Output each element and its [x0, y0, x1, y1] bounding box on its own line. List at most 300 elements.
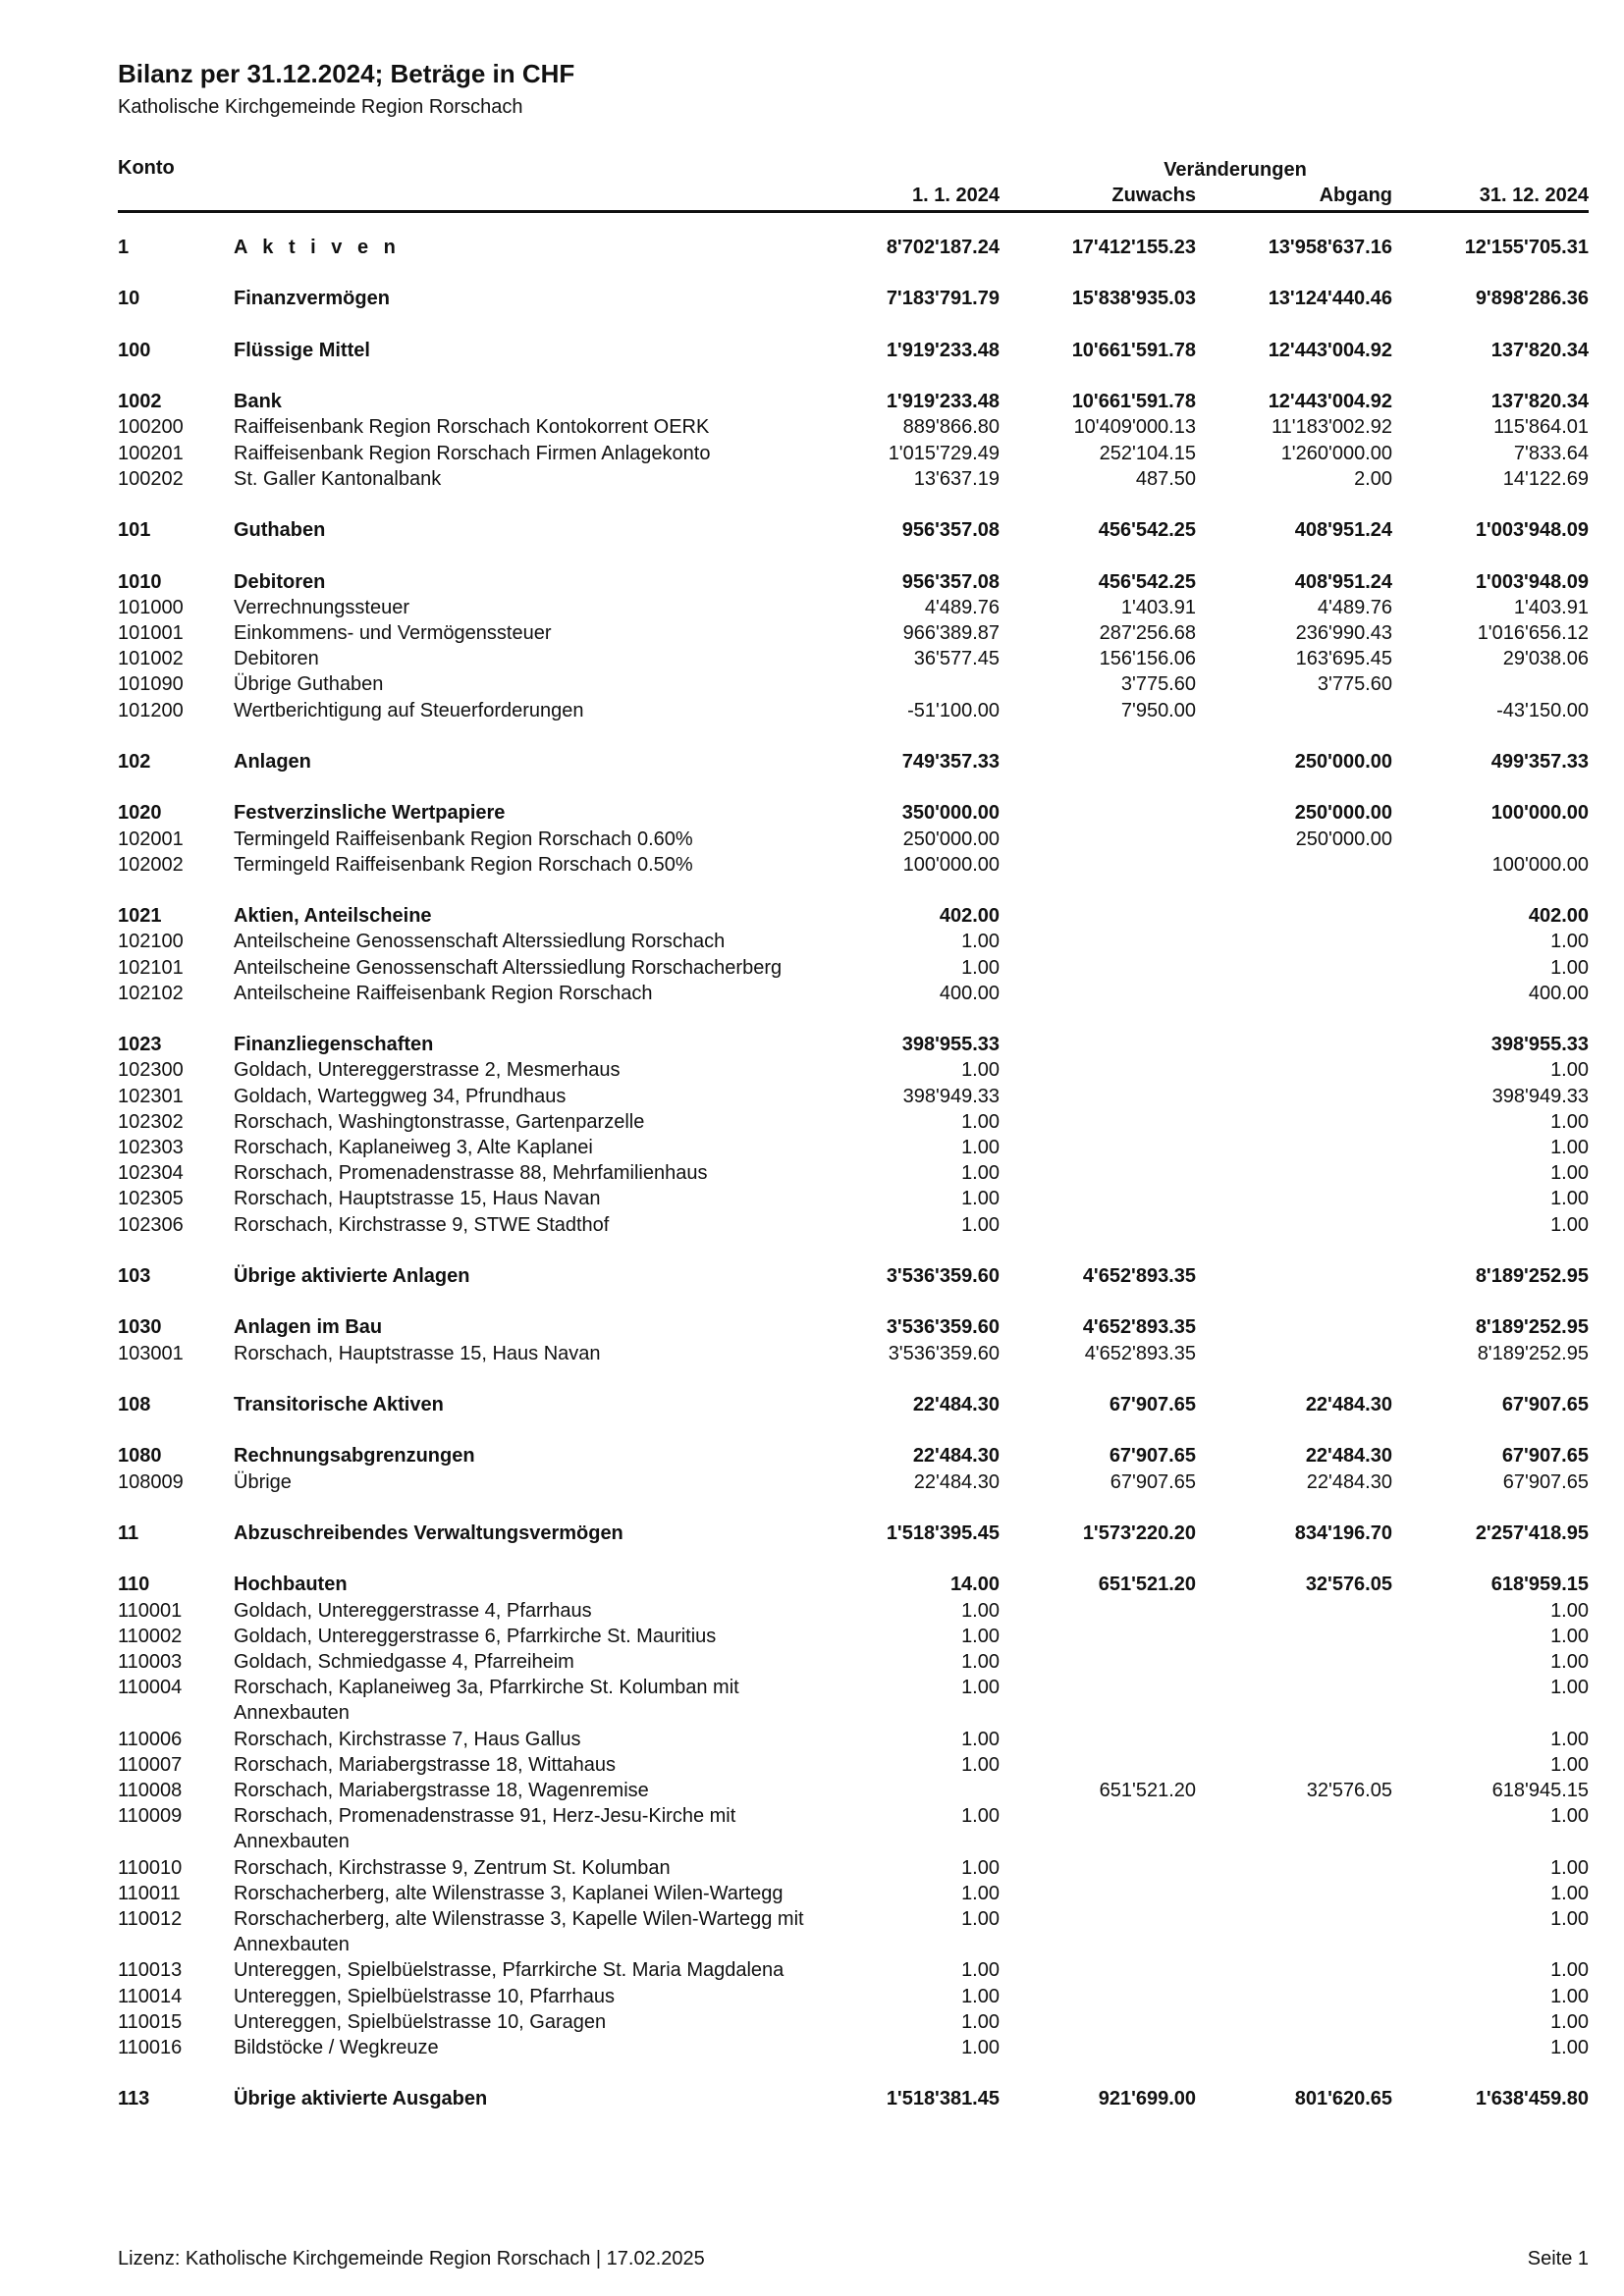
- account-label: Rorschach, Promenadenstrasse 91, Herz-Jesu-Kirche mit Annexbauten: [234, 1805, 736, 1853]
- value-end: 137'820.34: [1490, 391, 1589, 413]
- value-end: 398'949.33: [1491, 1085, 1589, 1107]
- value-end: 100'000.00: [1491, 853, 1589, 876]
- account-label: Übrige Guthaben: [234, 673, 384, 696]
- value-zuwachs: 287'256.68: [1099, 621, 1196, 644]
- table-row: [118, 569, 1589, 595]
- table-row: [118, 1906, 1589, 1957]
- account-number: 101002: [118, 648, 184, 670]
- account-label: Untereggen, Spielbüelstrasse 10, Pfarrhaus: [234, 1985, 616, 2007]
- account-number: 102: [118, 750, 151, 773]
- account-label: Anteilscheine Raiffeisenbank Region Rorschach: [234, 982, 653, 1004]
- account-number: 100: [118, 339, 151, 361]
- value-end: 398'955.33: [1490, 1034, 1589, 1056]
- value-start: 13'637.19: [913, 467, 1000, 490]
- value-start: 7'183'791.79: [886, 288, 1000, 310]
- account-label: Flüssige Mittel: [234, 339, 370, 361]
- value-end: 1.00: [1550, 1110, 1589, 1133]
- account-label: Rorschach, Mariabergstrasse 18, Wittahaus: [234, 1753, 617, 1776]
- value-end: 29'038.06: [1502, 648, 1589, 670]
- table-row: [118, 595, 1589, 620]
- value-abgang: 22'484.30: [1305, 1393, 1392, 1415]
- value-start: 4'489.76: [924, 596, 1000, 618]
- account-label: Transitorische Aktiven: [234, 1393, 444, 1415]
- account-number: 110012: [118, 1907, 183, 1930]
- account-number: 102302: [118, 1110, 184, 1133]
- table-row: [118, 955, 1589, 981]
- table-row: [118, 800, 1589, 826]
- account-number: 1023: [118, 1034, 162, 1056]
- table-row: [118, 1186, 1589, 1211]
- table-row: [118, 749, 1589, 774]
- account-label: Anteilscheine Genossenschaft Alterssiedlung Rorschach: [234, 931, 726, 953]
- value-zuwachs: 67'907.65: [1110, 1470, 1196, 1493]
- header-konto: Konto: [118, 157, 175, 179]
- account-number: 110002: [118, 1625, 183, 1647]
- value-zuwachs: 456'542.25: [1098, 519, 1196, 542]
- table-body: [118, 235, 1589, 2112]
- value-abgang: 1'260'000.00: [1280, 442, 1392, 464]
- value-abgang: 22'484.30: [1305, 1445, 1392, 1468]
- account-number: 102304: [118, 1162, 184, 1185]
- value-end: 618'945.15: [1491, 1779, 1589, 1801]
- table-row: [118, 827, 1589, 852]
- value-start: 1.00: [961, 1805, 1000, 1828]
- account-label: Termingeld Raiffeisenbank Region Rorschach 0.50%: [234, 853, 693, 876]
- account-number: 1002: [118, 391, 162, 413]
- account-number: 102303: [118, 1136, 184, 1158]
- table-row: [118, 1727, 1589, 1752]
- value-end: 1.00: [1550, 1162, 1589, 1185]
- value-abgang: 32'576.05: [1305, 1574, 1392, 1596]
- account-number: 110008: [118, 1779, 183, 1801]
- account-number: 102100: [118, 931, 184, 953]
- value-start: 1.00: [961, 2036, 1000, 2058]
- table-row: [118, 1160, 1589, 1186]
- value-abgang: 801'620.65: [1294, 2088, 1392, 2110]
- value-start: 398'955.33: [901, 1034, 1000, 1056]
- account-label: Übrige aktivierte Ausgaben: [234, 2088, 488, 2110]
- table-row: [118, 1392, 1589, 1417]
- table-row: [118, 852, 1589, 878]
- value-end: 1.00: [1550, 2010, 1589, 2033]
- account-number: 110006: [118, 1728, 183, 1750]
- value-abgang: 408'951.24: [1294, 570, 1392, 593]
- value-abgang: 250'000.00: [1295, 828, 1392, 850]
- account-label: Aktien, Anteilscheine: [234, 905, 432, 928]
- table-row: [118, 466, 1589, 492]
- value-start: 1.00: [961, 1985, 1000, 2007]
- value-end: 1'016'656.12: [1477, 621, 1589, 644]
- value-zuwachs: 1'573'220.20: [1082, 1522, 1196, 1544]
- account-number: 1030: [118, 1316, 162, 1339]
- value-start: 1.00: [961, 1728, 1000, 1750]
- value-start: 1'919'233.48: [886, 391, 1000, 413]
- value-end: 100'000.00: [1490, 802, 1589, 825]
- account-label: Rorschach, Kirchstrasse 7, Haus Gallus: [234, 1728, 581, 1750]
- value-start: 1.00: [961, 2010, 1000, 2033]
- account-number: 103: [118, 1264, 151, 1287]
- value-start: 889'866.80: [902, 416, 1000, 439]
- value-end: 1.00: [1550, 1856, 1589, 1879]
- value-start: 1'919'233.48: [886, 339, 1000, 361]
- value-end: 1.00: [1550, 1677, 1589, 1699]
- value-abgang: 13'124'440.46: [1268, 288, 1392, 310]
- table-row: [118, 1057, 1589, 1083]
- table-row: [118, 1572, 1589, 1597]
- value-end: 8'189'252.95: [1475, 1264, 1589, 1287]
- account-number: 108009: [118, 1470, 184, 1493]
- account-label: Goldach, Warteggweg 34, Pfrundhaus: [234, 1085, 567, 1107]
- table-row: [118, 646, 1589, 671]
- table-row: [118, 389, 1589, 414]
- value-abgang: 250'000.00: [1294, 802, 1392, 825]
- value-zuwachs: 921'699.00: [1098, 2088, 1196, 2110]
- value-abgang: 32'576.05: [1306, 1779, 1392, 1801]
- value-start: 956'357.08: [901, 519, 1000, 542]
- value-zuwachs: 651'521.20: [1098, 1574, 1196, 1596]
- account-label: Goldach, Schmiedgasse 4, Pfarreiheim: [234, 1650, 574, 1673]
- value-start: 1.00: [961, 1650, 1000, 1673]
- value-start: 1'518'395.45: [886, 1522, 1000, 1544]
- header-start-date: 1. 1. 2024: [912, 185, 1000, 206]
- table-row: [118, 2009, 1589, 2035]
- table-row: [118, 1803, 1589, 1854]
- value-end: 1.00: [1550, 1753, 1589, 1776]
- value-end: 137'820.34: [1490, 339, 1589, 361]
- account-number: 100200: [118, 416, 184, 439]
- table-row: [118, 1469, 1589, 1495]
- value-start: 1.00: [961, 1677, 1000, 1699]
- value-start: 22'484.30: [913, 1470, 1000, 1493]
- value-start: 956'357.08: [901, 570, 1000, 593]
- account-number: 1021: [118, 905, 162, 928]
- account-number: 110001: [118, 1599, 183, 1622]
- account-number: 101001: [118, 621, 184, 644]
- value-start: 402.00: [939, 905, 1000, 928]
- value-start: 1.00: [961, 1959, 1000, 1982]
- account-label: Wertberichtigung auf Steuerforderungen: [234, 699, 584, 721]
- account-label: Übrige: [234, 1470, 292, 1493]
- value-abgang: 408'951.24: [1294, 519, 1392, 542]
- value-end: 14'122.69: [1502, 467, 1589, 490]
- footer-license: Lizenz: Katholische Kirchgemeinde Region Rorschach | 17.02.2025: [118, 2248, 705, 2269]
- value-start: 1'015'729.49: [888, 442, 1000, 464]
- account-number: 110007: [118, 1753, 183, 1776]
- value-start: 3'536'359.60: [888, 1342, 1000, 1364]
- value-end: 115'864.01: [1493, 416, 1589, 439]
- account-number: 110010: [118, 1856, 183, 1879]
- table-row: [118, 1443, 1589, 1468]
- table-header: [118, 149, 1589, 213]
- value-start: 1.00: [961, 1213, 1000, 1236]
- account-label: Rorschach, Promenadenstrasse 88, Mehrfamilienhaus: [234, 1162, 708, 1185]
- account-label: Debitoren: [234, 648, 319, 670]
- table-row: [118, 1109, 1589, 1135]
- account-number: 102101: [118, 956, 184, 979]
- value-start: 36'577.45: [913, 648, 1000, 670]
- account-number: 11: [118, 1522, 139, 1544]
- value-end: 2'257'418.95: [1475, 1522, 1589, 1544]
- table-row: [118, 1341, 1589, 1366]
- account-number: 100201: [118, 442, 184, 464]
- table-row: [118, 1957, 1589, 1983]
- value-start: 22'484.30: [912, 1393, 1000, 1415]
- value-zuwachs: 7'950.00: [1120, 699, 1196, 721]
- account-label: Debitoren: [234, 570, 326, 593]
- value-abgang: 834'196.70: [1294, 1522, 1392, 1544]
- account-label: Termingeld Raiffeisenbank Region Rorschach 0.60%: [234, 828, 693, 850]
- value-start: 1.00: [961, 1625, 1000, 1647]
- value-start: 1.00: [961, 1188, 1000, 1210]
- value-end: 1.00: [1550, 1882, 1589, 1904]
- account-label: Abzuschreibendes Verwaltungsvermögen: [234, 1522, 623, 1544]
- account-number: 103001: [118, 1342, 184, 1364]
- value-start: 1.00: [961, 1599, 1000, 1622]
- account-label: Rorschach, Hauptstrasse 15, Haus Navan: [234, 1342, 601, 1364]
- value-start: 1.00: [961, 1907, 1000, 1930]
- page-footer: [118, 2248, 1589, 2273]
- account-label: Rorschach, Hauptstrasse 15, Haus Navan: [234, 1188, 601, 1210]
- account-number: 110015: [118, 2010, 183, 2033]
- value-end: 1.00: [1550, 1136, 1589, 1158]
- header-zuwachs: Zuwachs: [1111, 185, 1196, 206]
- value-zuwachs: 4'652'893.35: [1084, 1342, 1196, 1364]
- value-end: 1.00: [1550, 2036, 1589, 2058]
- value-end: 1.00: [1550, 956, 1589, 979]
- value-start: 1'518'381.45: [886, 2088, 1000, 2110]
- value-end: 9'898'286.36: [1475, 288, 1589, 310]
- table-row: [118, 620, 1589, 646]
- value-end: 8'189'252.95: [1477, 1342, 1589, 1364]
- account-label: Rorschacherberg, alte Wilenstrasse 3, Kapelle Wilen-Wartegg mit Annexbauten: [234, 1907, 804, 1956]
- page-subtitle: Katholische Kirchgemeinde Region Rorschach: [118, 96, 523, 118]
- value-end: 67'907.65: [1501, 1445, 1589, 1468]
- account-label: Rorschach, Washingtonstrasse, Gartenparzelle: [234, 1110, 645, 1133]
- value-start: -51'100.00: [907, 699, 1000, 721]
- account-number: 113: [118, 2088, 150, 2110]
- value-abgang: 13'958'637.16: [1268, 237, 1392, 258]
- table-row: [118, 929, 1589, 954]
- table-row: [118, 1212, 1589, 1238]
- value-abgang: 236'990.43: [1295, 621, 1392, 644]
- header-abgang: Abgang: [1319, 185, 1392, 206]
- account-number: 1080: [118, 1445, 162, 1468]
- account-number: 101200: [118, 699, 184, 721]
- account-label: Anlagen im Bau: [234, 1316, 383, 1339]
- value-zuwachs: 10'409'000.13: [1073, 416, 1196, 439]
- account-label: Einkommens- und Vermögenssteuer: [234, 621, 552, 644]
- value-zuwachs: 67'907.65: [1109, 1393, 1196, 1415]
- value-end: 1.00: [1550, 1625, 1589, 1647]
- account-number: 110013: [118, 1959, 183, 1982]
- value-end: 402.00: [1528, 905, 1589, 928]
- value-end: 8'189'252.95: [1475, 1316, 1589, 1339]
- table-row: [118, 2035, 1589, 2060]
- account-number: 1: [118, 237, 130, 258]
- value-start: 398'949.33: [902, 1085, 1000, 1107]
- account-label: Rorschach, Kaplaneiweg 3, Alte Kaplanei: [234, 1136, 593, 1158]
- account-label: Rorschach, Kaplaneiweg 3a, Pfarrkirche St. Kolumban mit Annexbauten: [234, 1677, 739, 1725]
- value-zuwachs: 17'412'155.23: [1071, 237, 1196, 258]
- table-row: [118, 1881, 1589, 1906]
- table-row: [118, 1778, 1589, 1803]
- table-row: [118, 1598, 1589, 1624]
- value-start: 1.00: [961, 1110, 1000, 1133]
- table-row: [118, 1263, 1589, 1289]
- account-label: Hochbauten: [234, 1574, 348, 1596]
- value-start: 350'000.00: [901, 802, 1000, 825]
- value-start: 14.00: [949, 1574, 1000, 1596]
- table-row: [118, 1649, 1589, 1675]
- value-abgang: 12'443'004.92: [1268, 339, 1392, 361]
- account-number: 1010: [118, 570, 162, 593]
- value-start: 1.00: [961, 1136, 1000, 1158]
- value-end: 1'003'948.09: [1475, 519, 1589, 542]
- value-abgang: 2.00: [1354, 467, 1392, 490]
- account-label: Übrige aktivierte Anlagen: [234, 1264, 470, 1287]
- value-start: 966'389.87: [902, 621, 1000, 644]
- account-number: 10: [118, 288, 140, 310]
- value-end: 499'357.33: [1490, 750, 1589, 773]
- value-start: 1.00: [961, 1882, 1000, 1904]
- value-end: 67'907.65: [1502, 1470, 1589, 1493]
- table-row: [118, 1752, 1589, 1778]
- table-row: [118, 2086, 1589, 2111]
- account-number: 102300: [118, 1059, 184, 1082]
- value-end: 1'403.91: [1513, 596, 1589, 618]
- value-end: 1.00: [1550, 1650, 1589, 1673]
- value-end: 1'638'459.80: [1475, 2088, 1589, 2110]
- account-number: 1020: [118, 802, 162, 825]
- table-row: [118, 981, 1589, 1006]
- account-label: Bank: [234, 391, 282, 413]
- value-zuwachs: 15'838'935.03: [1071, 288, 1196, 310]
- account-label: Finanzvermögen: [234, 288, 390, 310]
- balance-sheet-page: [118, 57, 1589, 2112]
- table-row: [118, 1984, 1589, 2009]
- table-row: [118, 671, 1589, 697]
- header-end-date: 31. 12. 2024: [1479, 185, 1589, 206]
- value-zuwachs: 156'156.06: [1099, 648, 1196, 670]
- value-start: 22'484.30: [912, 1445, 1000, 1468]
- value-abgang: 3'775.60: [1317, 673, 1392, 696]
- value-end: 1.00: [1550, 1959, 1589, 1982]
- value-end: -43'150.00: [1496, 699, 1589, 721]
- account-number: 110009: [118, 1805, 183, 1828]
- value-end: 1'003'948.09: [1475, 570, 1589, 593]
- value-start: 100'000.00: [902, 853, 1000, 876]
- account-label: Festverzinsliche Wertpapiere: [234, 802, 506, 825]
- value-end: 400.00: [1528, 982, 1589, 1004]
- account-label: A k t i v e n: [234, 237, 401, 258]
- value-end: 1.00: [1550, 1059, 1589, 1082]
- table-row: [118, 1521, 1589, 1546]
- value-start: 1.00: [961, 1162, 1000, 1185]
- account-number: 110003: [118, 1650, 183, 1673]
- table-row: [118, 903, 1589, 929]
- account-label: Untereggen, Spielbüelstrasse, Pfarrkirche St. Maria Magdalena: [234, 1959, 785, 1982]
- value-end: 1.00: [1550, 931, 1589, 953]
- table-row: [118, 1084, 1589, 1109]
- footer-page-number: Seite 1: [1527, 2248, 1589, 2269]
- table-row: [118, 338, 1589, 363]
- value-abgang: 163'695.45: [1295, 648, 1392, 670]
- value-start: 1.00: [961, 1856, 1000, 1879]
- value-start: 400.00: [939, 982, 1000, 1004]
- value-start: 1.00: [961, 956, 1000, 979]
- account-label: Goldach, Untereggerstrasse 6, Pfarrkirche St. Mauritius: [234, 1625, 717, 1647]
- account-label: Goldach, Untereggerstrasse 4, Pfarrhaus: [234, 1599, 592, 1622]
- value-end: 1.00: [1550, 1599, 1589, 1622]
- table-row: [118, 517, 1589, 543]
- value-zuwachs: 10'661'591.78: [1071, 339, 1196, 361]
- table-row: [118, 441, 1589, 466]
- account-label: Anteilscheine Genossenschaft Alterssiedlung Rorschacherberg: [234, 956, 783, 979]
- value-zuwachs: 456'542.25: [1098, 570, 1196, 593]
- account-number: 102305: [118, 1188, 184, 1210]
- value-zuwachs: 651'521.20: [1099, 1779, 1196, 1801]
- account-label: Rechnungsabgrenzungen: [234, 1445, 475, 1468]
- value-end: 1.00: [1550, 1213, 1589, 1236]
- table-row: [118, 286, 1589, 311]
- account-number: 101000: [118, 596, 184, 618]
- account-number: 101: [118, 519, 151, 542]
- account-label: Anlagen: [234, 750, 311, 773]
- table-row: [118, 414, 1589, 440]
- account-label: Verrechnungssteuer: [234, 596, 410, 618]
- account-number: 100202: [118, 467, 184, 490]
- table-row: [118, 1624, 1589, 1649]
- value-abgang: 11'183'002.92: [1272, 416, 1392, 439]
- account-label: Rorschach, Kirchstrasse 9, Zentrum St. Kolumban: [234, 1856, 671, 1879]
- account-label: Finanzliegenschaften: [234, 1034, 434, 1056]
- value-abgang: 250'000.00: [1294, 750, 1392, 773]
- value-end: 618'959.15: [1490, 1574, 1589, 1596]
- account-number: 102002: [118, 853, 184, 876]
- value-zuwachs: 487.50: [1135, 467, 1196, 490]
- table-row: [118, 1135, 1589, 1160]
- header-veraenderungen: Veränderungen: [1164, 159, 1307, 181]
- value-zuwachs: 3'775.60: [1120, 673, 1196, 696]
- value-start: 3'536'359.60: [886, 1316, 1000, 1339]
- account-label: Raiffeisenbank Region Rorschach Firmen Anlagekonto: [234, 442, 711, 464]
- account-label: Rorschach, Kirchstrasse 9, STWE Stadthof: [234, 1213, 610, 1236]
- value-end: 1.00: [1550, 1907, 1589, 1930]
- account-number: 102301: [118, 1085, 184, 1107]
- account-number: 110004: [118, 1677, 183, 1699]
- table-row: [118, 1675, 1589, 1726]
- account-number: 110016: [118, 2036, 183, 2058]
- table-row: [118, 1032, 1589, 1057]
- account-number: 101090: [118, 673, 184, 696]
- account-label: Raiffeisenbank Region Rorschach Kontokorrent OERK: [234, 416, 710, 439]
- account-number: 102001: [118, 828, 184, 850]
- value-zuwachs: 1'403.91: [1120, 596, 1196, 618]
- account-number: 110014: [118, 1985, 183, 2007]
- value-start: 1.00: [961, 1059, 1000, 1082]
- value-zuwachs: 4'652'893.35: [1082, 1316, 1196, 1339]
- value-end: 12'155'705.31: [1464, 237, 1589, 258]
- table-row: [118, 698, 1589, 723]
- account-label: Untereggen, Spielbüelstrasse 10, Garagen: [234, 2010, 607, 2033]
- value-abgang: 12'443'004.92: [1268, 391, 1392, 413]
- value-start: 8'702'187.24: [886, 237, 1000, 258]
- table-row: [118, 1855, 1589, 1881]
- table-row: [118, 1314, 1589, 1340]
- value-zuwachs: 4'652'893.35: [1082, 1264, 1196, 1287]
- value-end: 1.00: [1550, 1728, 1589, 1750]
- value-zuwachs: 252'104.15: [1099, 442, 1196, 464]
